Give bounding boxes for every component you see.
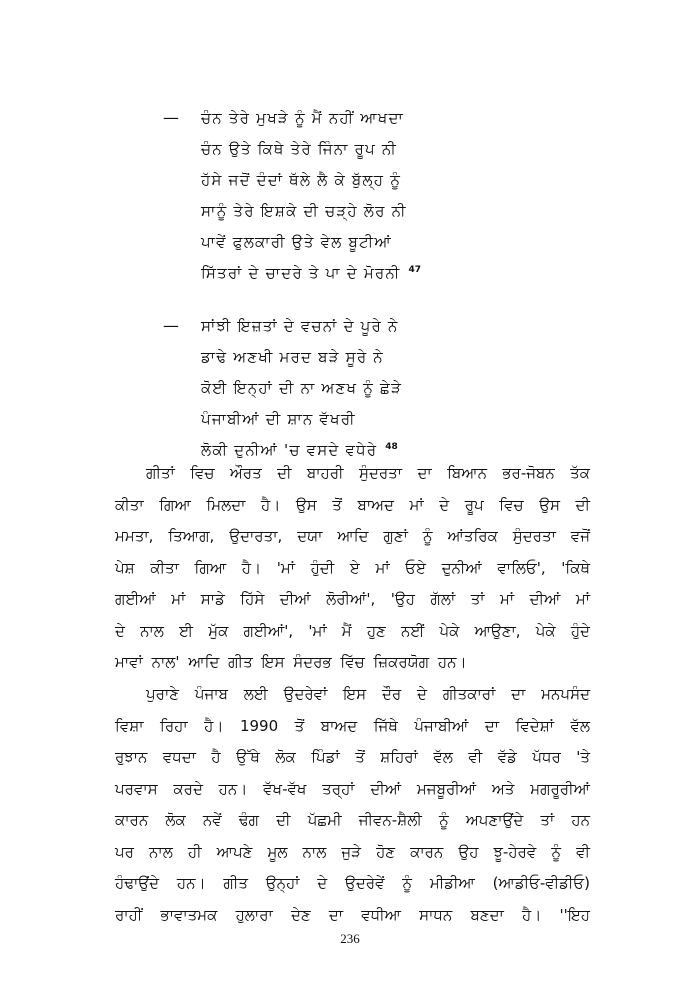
paragraph-line: ਦੇ ਨਾਲ ਈ ਮੁੱਕ ਗਈਆਂ', 'ਮਾਂ ਮੈਂ ਹੁਣ ਨਈਂ ਪੇਕੇ ਆਉਣਾ, ਪੇਕੇ ਹੁੰਦੇ	[115, 622, 590, 640]
paragraph-line: ਪਰ ਨਾਲ ਹੀ ਆਪਣੇ ਮੂਲ ਨਾਲ ਜੁੜੇ ਹੋਣ ਕਾਰਨ ਉਹ ਝੂ-ਹੇਰਵੇ ਨੂੰ ਵੀ	[115, 843, 590, 861]
page-number: 236	[340, 931, 360, 946]
verse-line-text: ਸਿੱਤਰਾਂ ਦੇ ਚਾਦਰੇ ਤੇ ਪਾ ਦੇ ਮੋਰਨੀ	[201, 264, 401, 282]
paragraph-line: ਰਾਹੀਂ ਭਾਵਾਤਮਕ ਹੁਲਾਰਾ ਦੇਣ ਦਾ ਵਧੀਆ ਸਾਧਨ ਬਣਦਾ ਹੈ। ''ਇਹ	[115, 906, 590, 924]
verse-line: ਚੰਨ ਉਤੇ ਕਿਥੇ ਤੇਰੇ ਜਿੰਨਾ ਰੂਪ ਨੀ	[201, 140, 397, 158]
paragraph-line: ਰੁਝਾਨ ਵਧਦਾ ਹੈ ਉੱਥੇ ਲੋਕ ਪਿੰਡਾਂ ਤੋਂ ਸ਼ਹਿਰਾਂ ਵੱਲ ਵੀ ਵੱਡੇ ਪੱਧਰ 'ਤੇ	[115, 748, 590, 766]
paragraph-line: ਪਰਵਾਸ ਕਰਦੇ ਹਨ। ਵੱਖ-ਵੱਖ ਤਰ੍ਹਾਂ ਦੀਆਂ ਮਜਬੂਰੀਆਂ ਅਤੇ ਮਗਰੂਰੀਆਂ	[115, 780, 590, 798]
verse-line-last	[201, 264, 421, 282]
paragraph-line: ਵਿਸ਼ਾ ਰਿਹਾ ਹੈ। 1990 ਤੋਂ ਬਾਅਦ ਜਿੱਥੇ ਪੰਜਾਬੀਆਂ ਦਾ ਵਿਦੇਸ਼ਾਂ ਵੱਲ	[115, 717, 590, 735]
paragraph-line: ਗੀਤਾਂ ਵਿਚ ਔਰਤ ਦੀ ਬਾਹਰੀ ਸੁੰਦਰਤਾ ਦਾ ਬਿਆਨ ਭਰ-ਜੋਬਨ ਤੱਕ	[146, 464, 590, 482]
verse-dash: —	[163, 108, 179, 127]
paragraph-line: ਮਮਤਾ, ਤਿਆਗ, ਉਦਾਰਤਾ, ਦਯਾ ਆਦਿ ਗੁਣਾਂ ਨੂੰ ਆਂਤਰਿਕ ਸੁੰਦਰਤਾ ਵਜੋਂ	[115, 527, 590, 545]
footnote-marker: 47	[408, 265, 422, 275]
verse-line: ਚੰਨ ਤੇਰੇ ਮੁਖੜੇ ਨੂੰ ਮੈਂ ਨਹੀਂ ਆਖਦਾ	[201, 109, 404, 127]
paragraph-line: ਹੰਢਾਉਂਦੇ ਹਨ। ਗੀਤ ਉਨ੍ਹਾਂ ਦੇ ਉਦਰੇਵੇਂ ਨੂੰ ਮੀਡੀਆ (ਆਡੀਓ-ਵੀਡੀਓ)	[115, 874, 590, 892]
paragraph-line: ਪੁਰਾਣੇ ਪੰਜਾਬ ਲਈ ਉਦਰੇਵਾਂ ਇਸ ਦੌਰ ਦੇ ਗੀਤਕਾਰਾਂ ਦਾ ਮਨਪਸੰਦ	[146, 685, 590, 703]
verse-line: ਸਾਂਝੀ ਇਜ਼ਤਾਂ ਦੇ ਵਚਨਾਂ ਦੇ ਪੂਰੇ ਨੇ	[201, 317, 399, 335]
paragraph-line: ਮਾਵਾਂ ਨਾਲ' ਆਦਿ ਗੀਤ ਇਸ ਸੰਦਰਭ ਵਿੱਚ ਜ਼ਿਕਰਯੋਗ ਹਨ।	[115, 653, 467, 671]
footnote-marker: 48	[385, 442, 398, 452]
verse-line: ਡਾਢੇ ਅਣਖੀ ਮਰਦ ਬੜੇ ਸੂਰੇ ਨੇ	[201, 348, 384, 366]
verse-line: ਸਾਨੂੰ ਤੇਰੇ ਇਸ਼ਕੇ ਦੀ ਚੜ੍ਹੇ ਲੋਰ ਨੀ	[201, 202, 407, 220]
verse-line-last	[201, 441, 398, 459]
verse-line: ਕੋਈ ਇਨ੍ਹਾਂ ਦੀ ਨਾ ਅਣਖ ਨੂੰ ਛੇੜੇ	[201, 379, 403, 397]
verse-line-text: ਲੋਕੀ ਦੁਨੀਆਂ 'ਚ ਵਸਦੇ ਵਧੇਰੇ	[201, 441, 378, 459]
paragraph-line: ਕੀਤਾ ਗਿਆ ਮਿਲਦਾ ਹੈ। ਉਸ ਤੋਂ ਬਾਅਦ ਮਾਂ ਦੇ ਰੂਪ ਵਿਚ ਉਸ ਦੀ	[115, 496, 590, 514]
paragraph-line: ਕਾਰਨ ਲੋਕ ਨਵੇਂ ਢੰਗ ਦੀ ਪੱਛਮੀ ਜੀਵਨ-ਸ਼ੈਲੀ ਨੂੰ ਅਪਣਾਉਂਦੇ ਤਾਂ ਹਨ	[115, 811, 590, 829]
verse-dash: —	[163, 316, 179, 335]
verse-line: ਪਾਵੇਂ ਫੁਲਕਾਰੀ ਉਤੇ ਵੇਲ ਬੂਟੀਆਂ	[201, 233, 392, 251]
verse-line: ਪੰਜਾਬੀਆਂ ਦੀ ਸ਼ਾਨ ਵੱਖਰੀ	[201, 410, 356, 428]
paragraph-line: ਗਈਆਂ ਮਾਂ ਸਾਡੇ ਹਿੱਸੇ ਦੀਆਂ ਲੋਰੀਆਂ', 'ਉਹ ਗੱਲਾਂ ਤਾਂ ਮਾਂ ਦੀਆਂ ਮਾਂ	[115, 590, 590, 608]
paragraph-line: ਪੇਸ਼ ਕੀਤਾ ਗਿਆ ਹੈ। 'ਮਾਂ ਹੁੰਦੀ ਏ ਮਾਂ ਓਏ ਦੁਨੀਆਂ ਵਾਲਿਓ', 'ਕਿਥੇ	[115, 559, 590, 577]
verse-line: ਹੱਸੇ ਜਦੋਂ ਦੰਦਾਂ ਥੱਲੇ ਲੈ ਕੇ ਬੁੱਲ੍ਹ ਨੂੰ	[201, 171, 402, 189]
